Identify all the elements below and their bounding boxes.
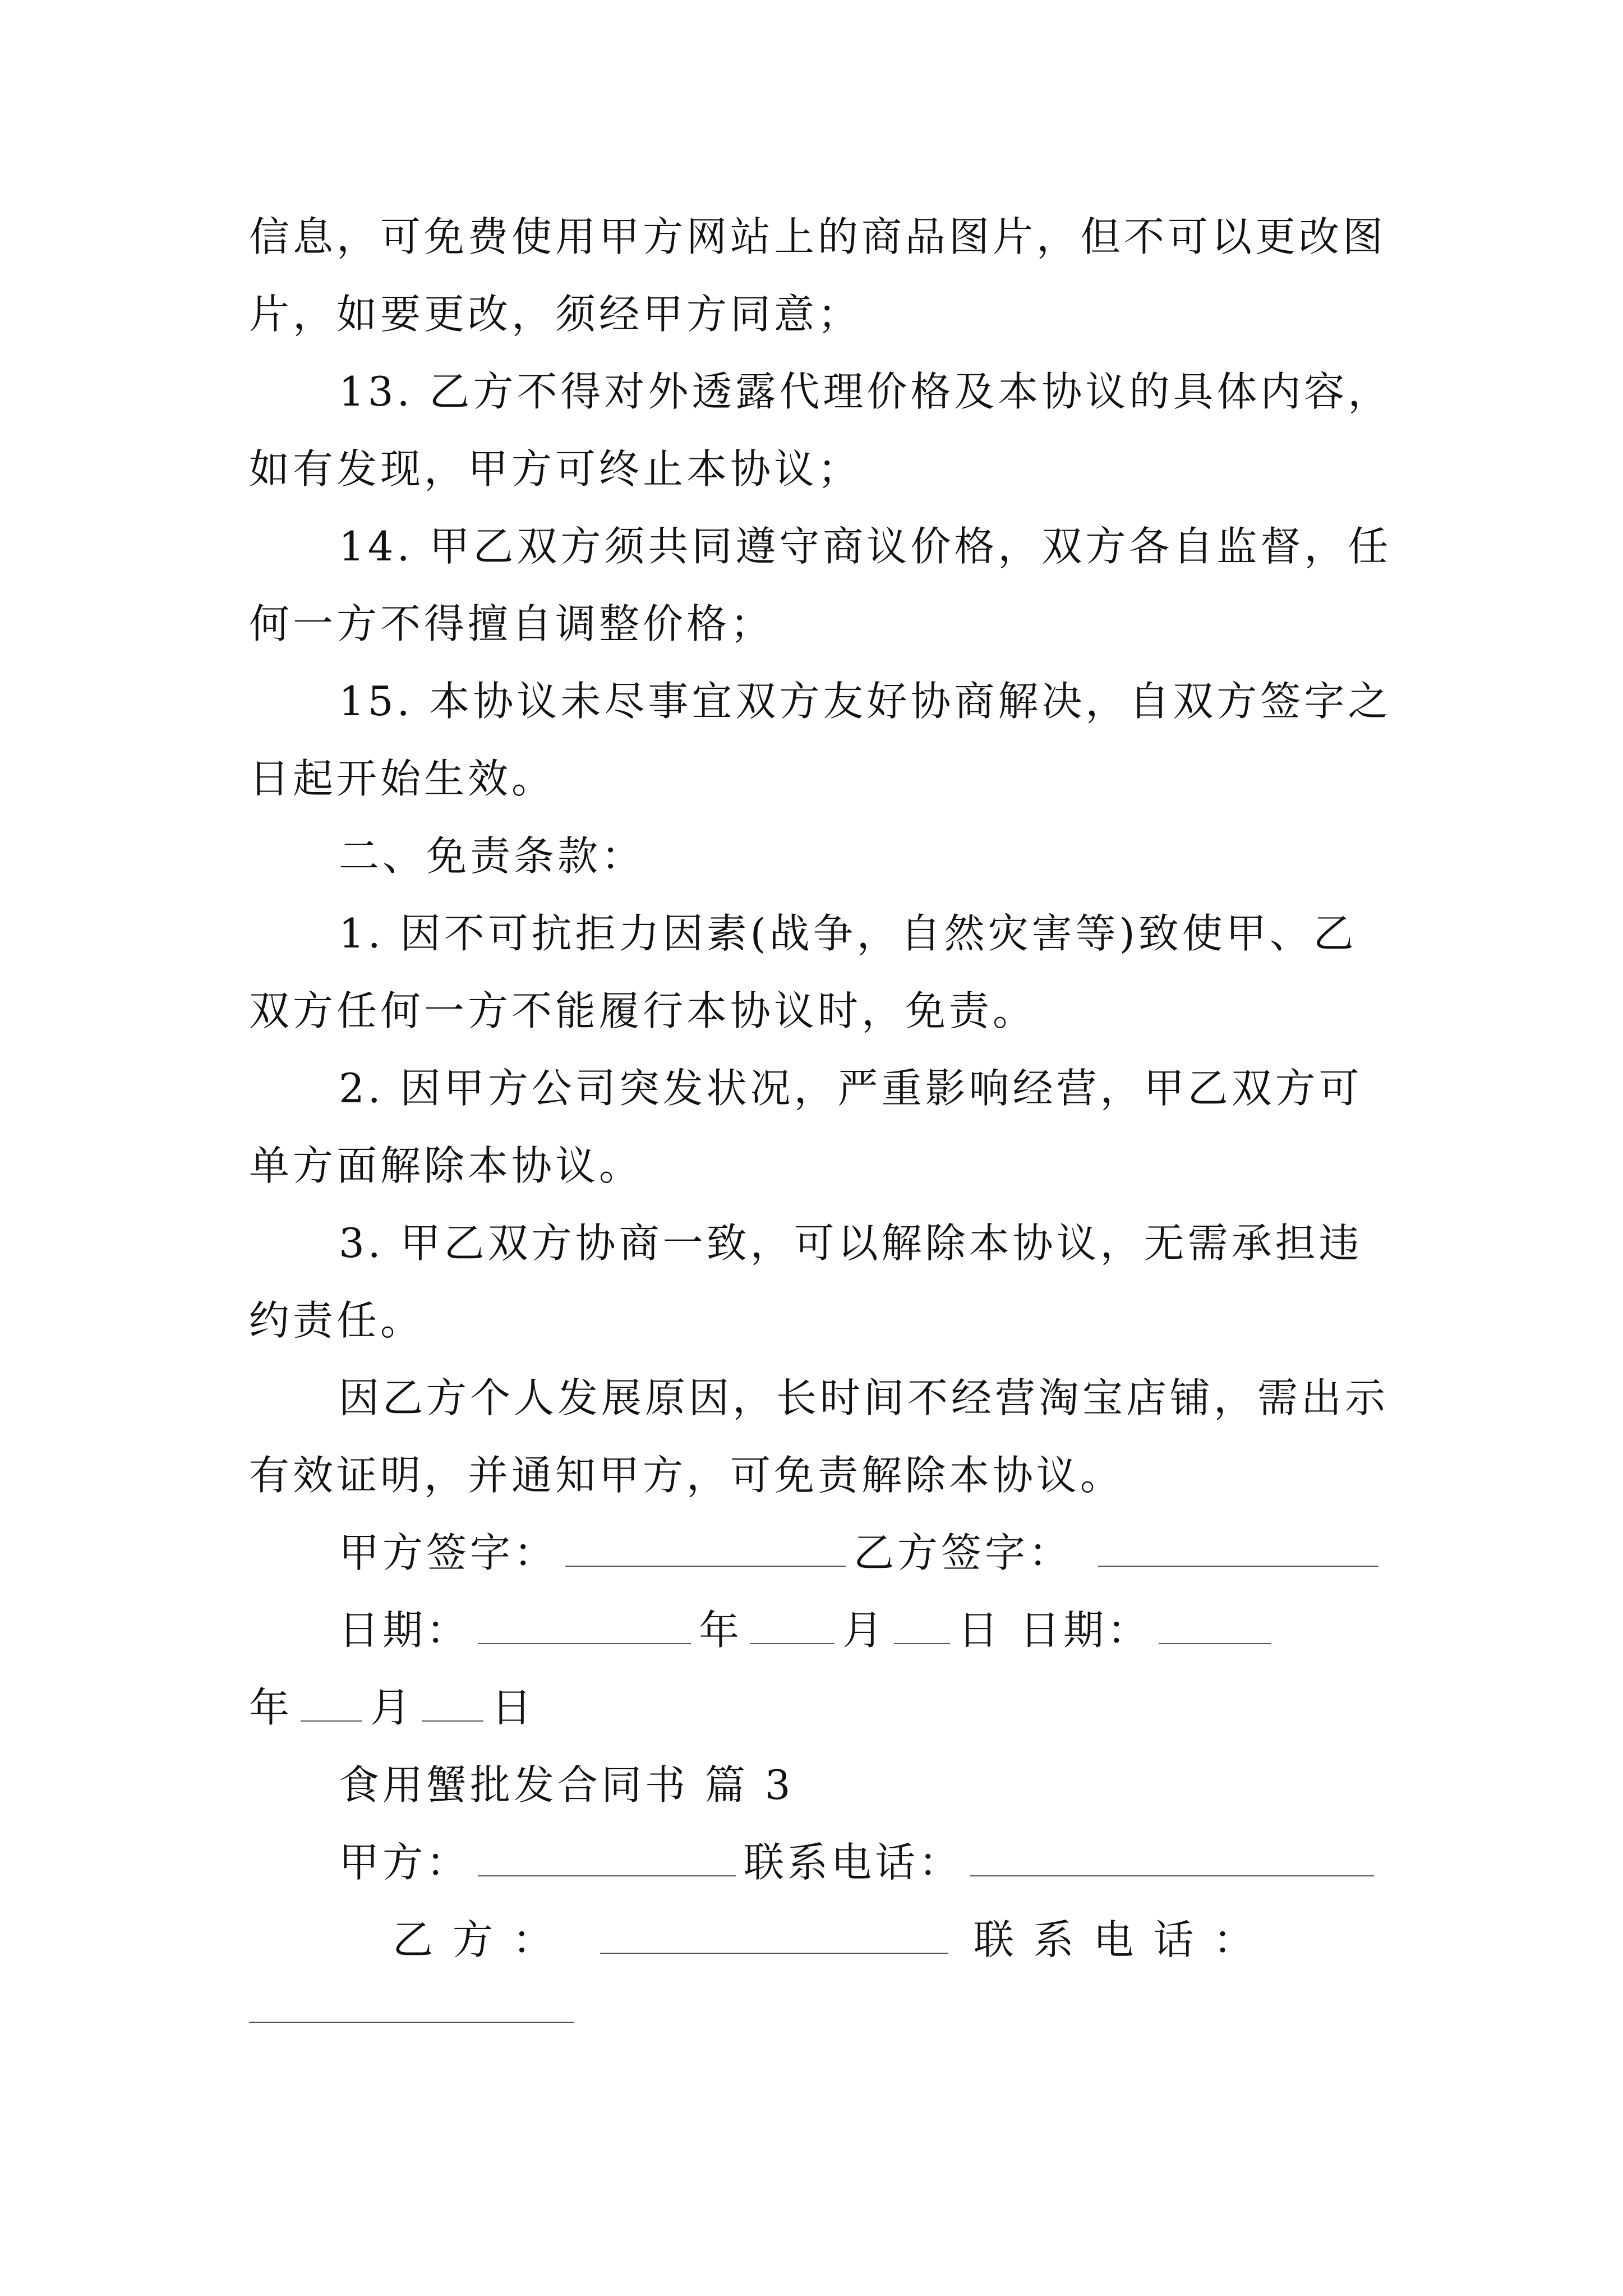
paragraph-line: 如有发现，甲方可终止本协议； [249, 445, 862, 493]
party-b-signature-label: 乙方签字： [854, 1529, 1073, 1576]
day-field-2[interactable] [422, 1680, 483, 1722]
month-field[interactable] [750, 1603, 834, 1644]
day-field[interactable] [894, 1603, 950, 1644]
month-label: 月 [842, 1607, 887, 1654]
party-a-signature-field[interactable] [565, 1525, 846, 1567]
year-field-2[interactable] [1159, 1603, 1271, 1644]
party-b-field[interactable] [600, 1912, 948, 1954]
party-a-label: 甲方： [339, 1839, 471, 1886]
phone-b-field[interactable] [249, 2022, 574, 2023]
paragraph-line: 单方面解除本协议。 [249, 1142, 643, 1189]
clause-15: 15. 本协议未尽事宜双方友好协商解决，自双方签字之 [339, 678, 1392, 725]
day-label: 日 [958, 1607, 1002, 1654]
year-label: 年 [699, 1607, 743, 1654]
month-field-2[interactable] [301, 1680, 362, 1722]
section-title: 食用蟹批发合同书 篇 3 [339, 1761, 794, 1809]
clause-13: 13. 乙方不得对外透露代理价格及本协议的具体内容， [339, 368, 1392, 415]
paragraph-line: 约责任。 [249, 1297, 425, 1344]
paragraph-line: 日起开始生效。 [249, 755, 556, 802]
date-row-continued [249, 1680, 1387, 1736]
year-label-2: 年 [249, 1684, 293, 1731]
clause-14: 14. 甲乙双方须共同遵守商议价格，双方各自监督，任 [339, 523, 1392, 570]
date-label-2: 日期： [1020, 1607, 1151, 1654]
paragraph-line: 何一方不得擅自调整价格； [249, 600, 774, 647]
paragraph-line: 有效证明，并通知甲方，可免责解除本协议。 [249, 1452, 1124, 1499]
disclaimer-note: 因乙方个人发展原因，长时间不经营淘宝店铺，需出示 [339, 1374, 1389, 1421]
party-a-row [339, 1834, 1387, 1890]
paragraph-line: 信息，可免费使用甲方网站上的商品图片，但不可以更改图 [249, 213, 1387, 260]
disclaimer-1: 1. 因不可抗拒力因素(战争，自然灾害等)致使甲、乙 [339, 910, 1357, 957]
phone-b-label: 联 系 电 话 ： [973, 1916, 1257, 1963]
paragraph-line: 双方任何一方不能履行本协议时，免责。 [249, 987, 1037, 1034]
party-a-field[interactable] [478, 1835, 736, 1876]
disclaimer-3: 3. 甲乙双方协商一致，可以解除本协议，无需承担违 [339, 1220, 1363, 1267]
section-heading-disclaimer: 二、免责条款： [339, 832, 645, 880]
party-b-signature-field[interactable] [1098, 1525, 1378, 1567]
month-label-2: 月 [370, 1684, 414, 1731]
party-a-signature-label: 甲方签字： [339, 1529, 558, 1576]
phone-label: 联系电话： [744, 1839, 963, 1886]
party-b-label: 乙 方 ： [393, 1916, 556, 1963]
disclaimer-2: 2. 因甲方公司突发状况，严重影响经营，甲乙双方可 [339, 1065, 1363, 1112]
party-b-row [393, 1912, 1387, 1968]
date-row [339, 1602, 1387, 1658]
phone-field[interactable] [970, 1835, 1374, 1876]
date-label: 日期： [339, 1607, 471, 1654]
paragraph-line: 片，如要更改，须经甲方同意； [249, 291, 862, 338]
year-field[interactable] [478, 1603, 691, 1644]
signature-row [339, 1525, 1387, 1581]
day-label-2: 日 [491, 1684, 536, 1731]
